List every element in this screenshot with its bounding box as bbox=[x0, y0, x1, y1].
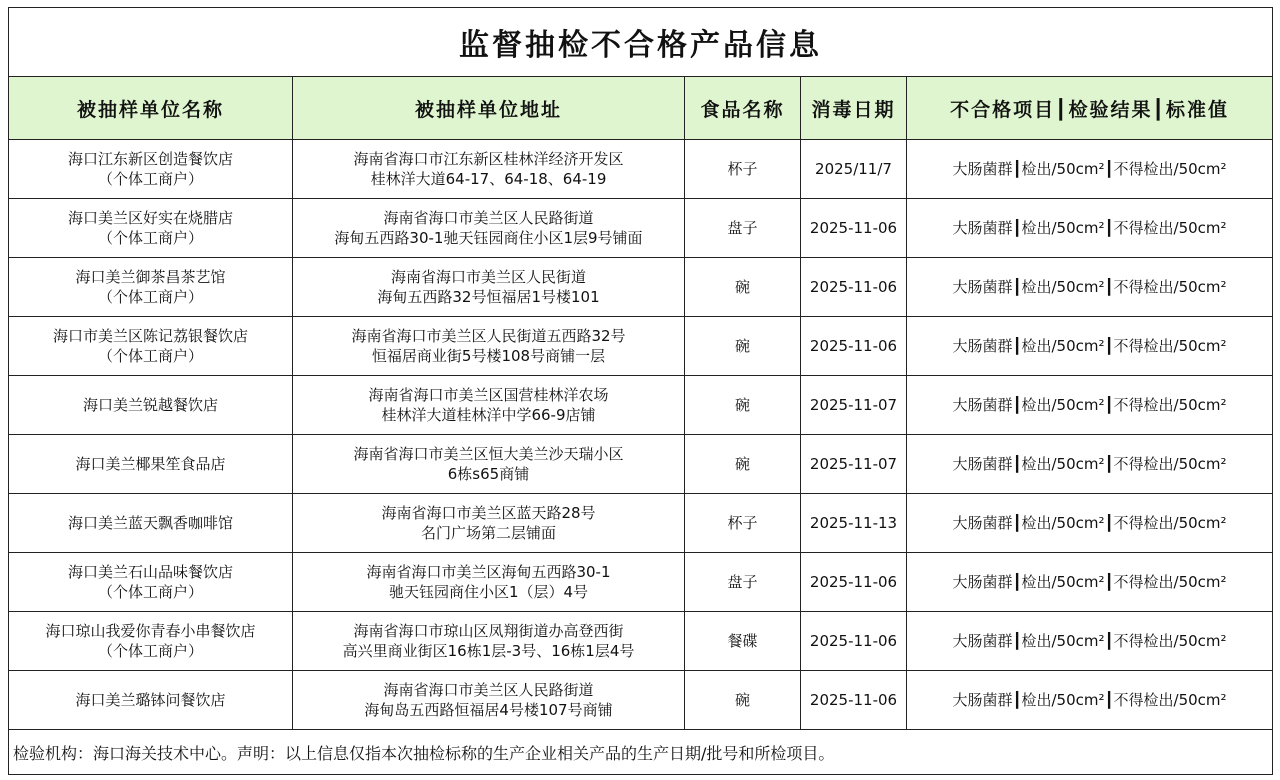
cell-date: 2025-11-07 bbox=[801, 376, 907, 435]
cell-unit-line: （个体工商户） bbox=[97, 288, 203, 306]
footer-note: 检验机构：海口海关技术中心。声明：以上信息仅指本次抽检标称的生产企业相关产品的生产日期/批号和所检项目。 bbox=[9, 730, 1273, 775]
cell-address bbox=[293, 612, 685, 671]
cell-result: 大肠菌群┃检出/50cm²┃不得检出/50cm² bbox=[907, 494, 1273, 553]
cell-address-line: 海南省海口市美兰区人民街道 bbox=[390, 268, 586, 286]
header-date: 消毒日期 bbox=[801, 77, 907, 140]
cell-date: 2025-11-13 bbox=[801, 494, 907, 553]
cell-address-line: 桂林洋大道64-17、64-18、64-19 bbox=[370, 170, 607, 188]
cell-address-line: 驰天钰园商住小区1（层）4号 bbox=[388, 583, 589, 601]
cell-address-line: 海甸五西路30-1驰天钰园商住小区1层9号铺面 bbox=[334, 229, 643, 247]
cell-address-line: 6栋s65商铺 bbox=[447, 465, 530, 483]
cell-address-line: 海南省海口市美兰区蓝天路28号 bbox=[381, 504, 596, 522]
cell-unit-line: （个体工商户） bbox=[97, 347, 203, 365]
footer-row bbox=[9, 730, 1273, 775]
cell-result: 大肠菌群┃检出/50cm²┃不得检出/50cm² bbox=[907, 435, 1273, 494]
table-row bbox=[9, 612, 1273, 671]
cell-unit-line: 海口美兰御茶昌茶艺馆 bbox=[75, 268, 226, 286]
title-row bbox=[9, 8, 1273, 77]
cell-food: 盘子 bbox=[685, 199, 801, 258]
cell-food: 碗 bbox=[685, 317, 801, 376]
cell-address-line: 海南省海口市美兰区人民路街道 bbox=[383, 681, 594, 699]
inspection-sheet bbox=[8, 7, 1272, 775]
cell-result: 大肠菌群┃检出/50cm²┃不得检出/50cm² bbox=[907, 553, 1273, 612]
cell-date: 2025-11-07 bbox=[801, 435, 907, 494]
cell-address bbox=[293, 671, 685, 730]
cell-unit-line: 海口美兰锐越餐饮店 bbox=[82, 396, 218, 414]
cell-unit bbox=[9, 553, 293, 612]
cell-food: 碗 bbox=[685, 435, 801, 494]
cell-address bbox=[293, 435, 685, 494]
cell-address-line: 桂林洋大道桂林洋中学66-9店铺 bbox=[381, 406, 596, 424]
header-unit: 被抽样单位名称 bbox=[9, 77, 293, 140]
header-address: 被抽样单位地址 bbox=[293, 77, 685, 140]
cell-address bbox=[293, 199, 685, 258]
cell-address-line: 高兴里商业街区16栋1层-3号、16栋1层4号 bbox=[342, 642, 635, 660]
cell-result: 大肠菌群┃检出/50cm²┃不得检出/50cm² bbox=[907, 317, 1273, 376]
cell-unit bbox=[9, 199, 293, 258]
cell-food: 碗 bbox=[685, 258, 801, 317]
cell-address-line: 海南省海口市美兰区国营桂林洋农场 bbox=[368, 386, 609, 404]
cell-unit bbox=[9, 258, 293, 317]
cell-address-line: 海南省海口市美兰区人民街道五西路32号 bbox=[351, 327, 626, 345]
cell-address bbox=[293, 494, 685, 553]
cell-unit-line: （个体工商户） bbox=[97, 642, 203, 660]
cell-date: 2025-11-06 bbox=[801, 258, 907, 317]
cell-unit-line: 海口市美兰区陈记荔银餐饮店 bbox=[52, 327, 248, 345]
cell-unit-line: （个体工商户） bbox=[97, 170, 203, 188]
cell-result: 大肠菌群┃检出/50cm²┃不得检出/50cm² bbox=[907, 140, 1273, 199]
header-result: 不合格项目┃检验结果┃标准值 bbox=[907, 77, 1273, 140]
header-food: 食品名称 bbox=[685, 77, 801, 140]
cell-unit bbox=[9, 317, 293, 376]
cell-unit-line: 海口美兰石山品味餐饮店 bbox=[67, 563, 233, 581]
cell-address bbox=[293, 317, 685, 376]
cell-address-line: 海南省海口市美兰区恒大美兰沙天瑞小区 bbox=[353, 445, 624, 463]
cell-unit-line: （个体工商户） bbox=[97, 229, 203, 247]
cell-unit-line: 海口琼山我爱你青春小串餐饮店 bbox=[45, 622, 256, 640]
cell-food: 碗 bbox=[685, 376, 801, 435]
table-row bbox=[9, 199, 1273, 258]
table-row bbox=[9, 494, 1273, 553]
cell-date: 2025-11-06 bbox=[801, 199, 907, 258]
cell-result: 大肠菌群┃检出/50cm²┃不得检出/50cm² bbox=[907, 671, 1273, 730]
cell-address-line: 海甸五西路32号恒福居1号楼101 bbox=[377, 288, 600, 306]
table-row bbox=[9, 435, 1273, 494]
cell-unit bbox=[9, 494, 293, 553]
cell-address-line: 海南省海口市美兰区人民路街道 bbox=[383, 209, 594, 227]
cell-result: 大肠菌群┃检出/50cm²┃不得检出/50cm² bbox=[907, 258, 1273, 317]
page-title: 监督抽检不合格产品信息 bbox=[9, 8, 1273, 77]
cell-unit-line: 海口美兰区好实在烧腊店 bbox=[67, 209, 233, 227]
cell-address bbox=[293, 376, 685, 435]
cell-address-line: 海南省海口市琼山区凤翔街道办高登西街 bbox=[353, 622, 624, 640]
cell-unit-line: 海口江东新区创造餐饮店 bbox=[67, 150, 233, 168]
header-row bbox=[9, 77, 1273, 140]
cell-food: 碗 bbox=[685, 671, 801, 730]
cell-result: 大肠菌群┃检出/50cm²┃不得检出/50cm² bbox=[907, 612, 1273, 671]
cell-unit-line: 海口美兰蓝天飘香咖啡馆 bbox=[67, 514, 233, 532]
cell-address bbox=[293, 258, 685, 317]
cell-unit-line: 海口美兰璐钵问餐饮店 bbox=[75, 691, 226, 709]
cell-result: 大肠菌群┃检出/50cm²┃不得检出/50cm² bbox=[907, 199, 1273, 258]
cell-food: 盘子 bbox=[685, 553, 801, 612]
table-row bbox=[9, 376, 1273, 435]
cell-address-line: 海南省海口市江东新区桂林洋经济开发区 bbox=[353, 150, 624, 168]
cell-date: 2025-11-06 bbox=[801, 317, 907, 376]
table-row bbox=[9, 140, 1273, 199]
cell-address-line: 恒福居商业街5号楼108号商铺一层 bbox=[371, 347, 606, 365]
table-row bbox=[9, 258, 1273, 317]
cell-unit bbox=[9, 671, 293, 730]
table-row bbox=[9, 671, 1273, 730]
cell-unit bbox=[9, 376, 293, 435]
cell-address-line: 海南省海口市美兰区海甸五西路30-1 bbox=[366, 563, 611, 581]
cell-food: 餐碟 bbox=[685, 612, 801, 671]
cell-date: 2025-11-06 bbox=[801, 671, 907, 730]
cell-date: 2025/11/7 bbox=[801, 140, 907, 199]
cell-unit-line: 海口美兰椰果笙食品店 bbox=[75, 455, 226, 473]
cell-unit bbox=[9, 435, 293, 494]
cell-unit bbox=[9, 612, 293, 671]
cell-address-line: 名门广场第二层铺面 bbox=[420, 524, 556, 542]
cell-address-line: 海甸岛五西路恒福居4号楼107号商铺 bbox=[364, 701, 613, 719]
inspection-table bbox=[8, 7, 1273, 775]
cell-address bbox=[293, 553, 685, 612]
table-row bbox=[9, 317, 1273, 376]
table-row bbox=[9, 553, 1273, 612]
cell-date: 2025-11-06 bbox=[801, 612, 907, 671]
cell-food: 杯子 bbox=[685, 494, 801, 553]
cell-date: 2025-11-06 bbox=[801, 553, 907, 612]
cell-result: 大肠菌群┃检出/50cm²┃不得检出/50cm² bbox=[907, 376, 1273, 435]
cell-unit bbox=[9, 140, 293, 199]
cell-address bbox=[293, 140, 685, 199]
cell-food: 杯子 bbox=[685, 140, 801, 199]
cell-unit-line: （个体工商户） bbox=[97, 583, 203, 601]
